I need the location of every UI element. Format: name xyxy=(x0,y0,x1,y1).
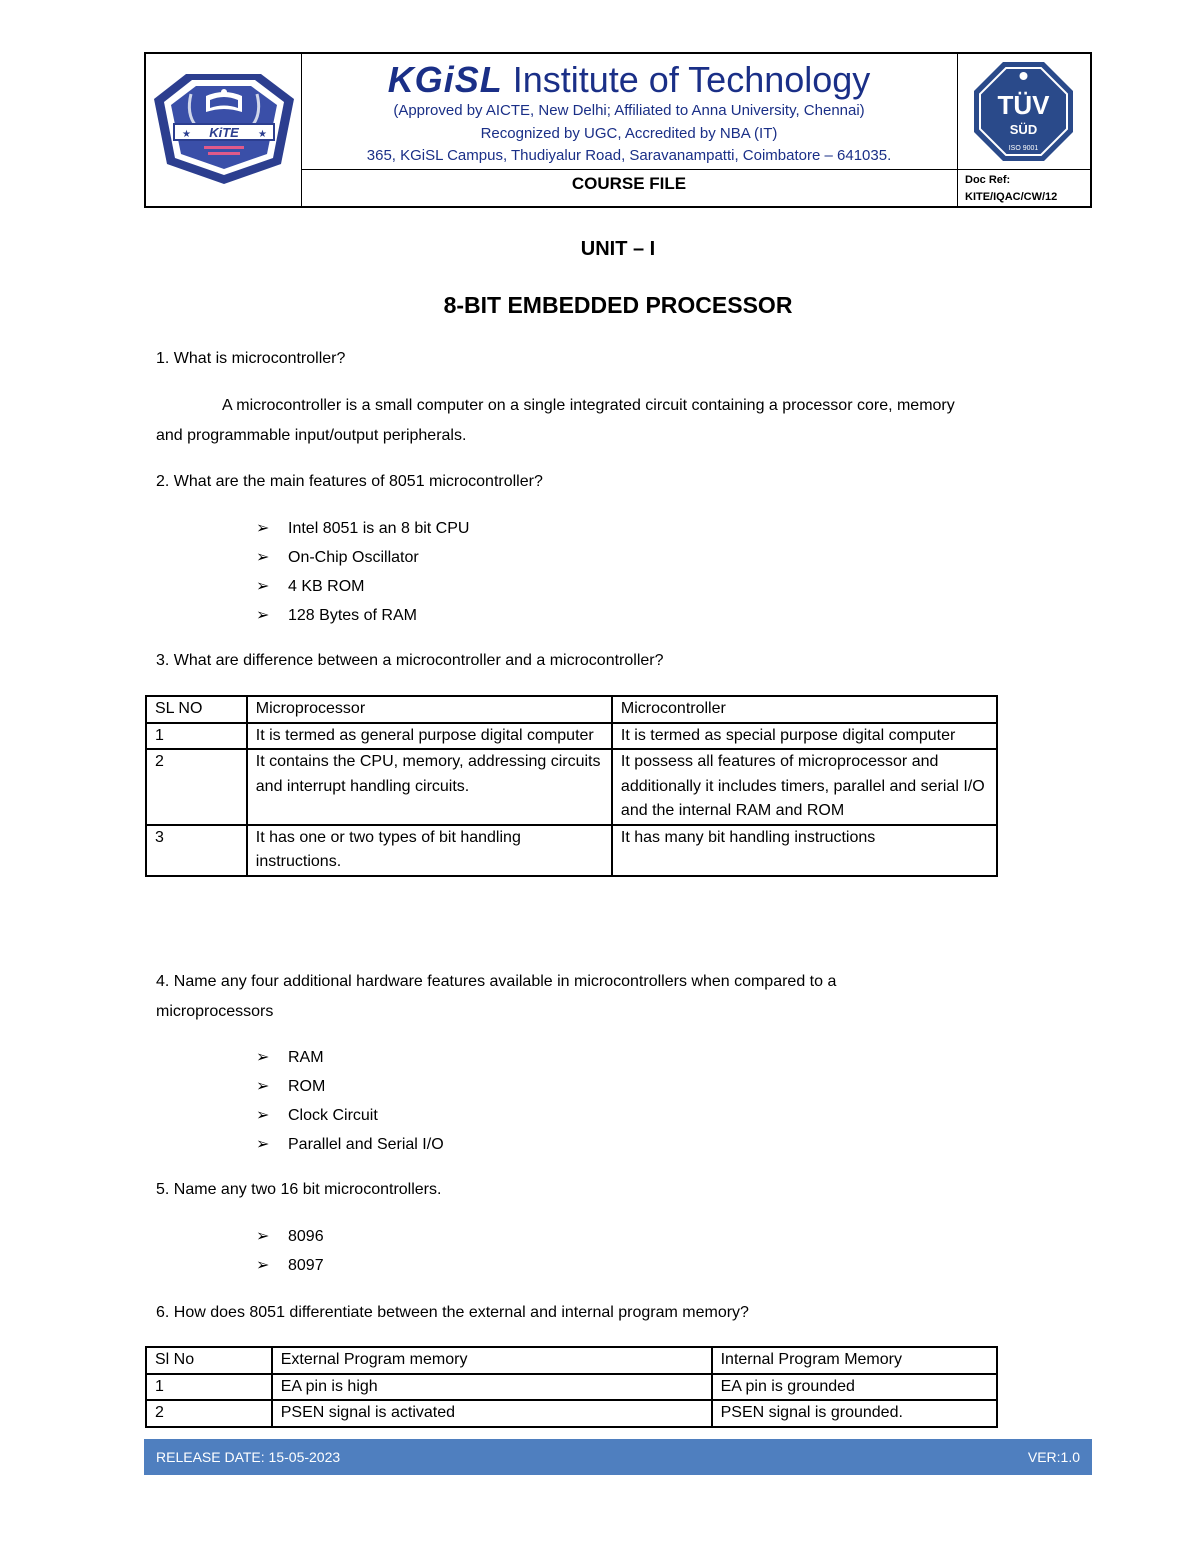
institute-title xyxy=(301,60,957,100)
doc-ref-label: Doc Ref: xyxy=(965,174,1011,186)
q5-list xyxy=(256,1222,324,1280)
brand-name: KGiSL xyxy=(387,59,503,100)
recognition-line: Recognized by UGC, Accredited by NBA (IT) xyxy=(480,124,778,142)
document-footer xyxy=(144,1439,1092,1475)
q4-question-line2: microprocessors xyxy=(156,1003,274,1020)
table-header-cell: Sl No xyxy=(146,1347,272,1374)
tuv-iso-text: ISO 9001 xyxy=(1008,145,1039,152)
arrow-bullet-icon: ➢ xyxy=(256,1257,270,1274)
q1-question: 1. What is microcontroller? xyxy=(156,350,346,367)
table-header-cell: Microprocessor xyxy=(247,696,612,723)
kite-logo-icon xyxy=(146,54,301,206)
release-date: RELEASE DATE: 15-05-2023 xyxy=(156,1449,341,1465)
q4-question xyxy=(156,967,1096,1027)
table-row xyxy=(146,723,997,750)
table-cell: PSEN signal is activated xyxy=(272,1400,712,1427)
arrow-bullet-icon: ➢ xyxy=(256,520,270,537)
list-item: ➢ 8096 xyxy=(256,1222,324,1251)
memory-table xyxy=(145,1346,998,1428)
table-cell: It is termed as general purpose digital computer xyxy=(247,723,612,750)
unit-subtitle: 8-BIT EMBEDDED PROCESSOR xyxy=(443,292,793,318)
document-header xyxy=(144,52,1092,208)
table-row xyxy=(146,749,997,825)
list-item: ➢ Intel 8051 is an 8 bit CPU xyxy=(256,514,469,543)
table-header-row xyxy=(146,696,997,723)
approval-line: (Approved by AICTE, New Delhi; Affiliated to Anna University, Chennai) xyxy=(393,102,865,119)
table-cell: It has many bit handling instructions xyxy=(612,825,997,876)
doc-ref xyxy=(965,172,1057,206)
version-label: VER:1.0 xyxy=(1027,1449,1080,1465)
q2-question: 2. What are the main features of 8051 microcontroller? xyxy=(156,473,543,490)
table-header-cell: External Program memory xyxy=(272,1347,712,1374)
table-cell: PSEN signal is grounded. xyxy=(712,1400,997,1427)
unit-title: UNIT – I xyxy=(580,238,656,260)
list-item: ➢ On-Chip Oscillator xyxy=(256,543,469,572)
kite-logo-text: KiTE xyxy=(209,125,239,140)
arrow-bullet-icon: ➢ xyxy=(256,1078,270,1095)
list-item: ➢ RAM xyxy=(256,1043,444,1072)
tuv-text: TÜV xyxy=(997,90,1050,120)
table-header-cell: Microcontroller xyxy=(612,696,997,723)
table-cell: 3 xyxy=(146,825,247,876)
q4-feature-list xyxy=(256,1043,444,1159)
svg-text:★: ★ xyxy=(258,129,267,140)
arrow-bullet-icon: ➢ xyxy=(256,549,270,566)
table-cell: It possess all features of microprocessor and additionally it includes timers, parallel and serial I/O and the internal RAM and ROM xyxy=(612,749,997,825)
svg-text:★: ★ xyxy=(182,129,191,140)
arrow-bullet-icon: ➢ xyxy=(256,578,270,595)
table-cell: EA pin is high xyxy=(272,1374,712,1401)
comparison-table xyxy=(145,695,998,877)
table-cell: 2 xyxy=(146,1400,272,1427)
q1-answer-line1: A microcontroller is a small computer on a single integrated circuit containing a processor core, memory xyxy=(222,397,955,414)
table-cell: 2 xyxy=(146,749,247,825)
tuv-logo-icon xyxy=(957,54,1090,169)
q1-answer xyxy=(156,391,1096,451)
q4-question-line1: 4. Name any four additional hardware features available in microcontrollers when compared to a xyxy=(156,973,837,990)
list-item: ➢ 128 Bytes of RAM xyxy=(256,601,469,630)
arrow-bullet-icon: ➢ xyxy=(256,1049,270,1066)
list-item: ➢ Parallel and Serial I/O xyxy=(256,1130,444,1159)
list-item: ➢ Clock Circuit xyxy=(256,1101,444,1130)
q2-feature-list xyxy=(256,514,469,630)
tuv-sub-text: SÜD xyxy=(1009,122,1038,137)
kite-logo-cell xyxy=(146,54,302,206)
table-cell: It is termed as special purpose digital computer xyxy=(612,723,997,750)
table-cell: EA pin is grounded xyxy=(712,1374,997,1401)
arrow-bullet-icon: ➢ xyxy=(256,1228,270,1245)
arrow-bullet-icon: ➢ xyxy=(256,1107,270,1124)
list-item: ➢ ROM xyxy=(256,1072,444,1101)
table-row xyxy=(146,1400,997,1427)
list-item: ➢ 4 KB ROM xyxy=(256,572,469,601)
institute-name: Institute of Technology xyxy=(512,59,871,100)
q6-question: 6. How does 8051 differentiate between the external and internal program memory? xyxy=(156,1304,749,1321)
q5-question: 5. Name any two 16 bit microcontrollers. xyxy=(156,1181,442,1198)
table-cell: 1 xyxy=(146,723,247,750)
table-cell: It has one or two types of bit handling instructions. xyxy=(247,825,612,876)
institute-info-cell xyxy=(301,54,958,206)
table-cell: It contains the CPU, memory, addressing circuits and interrupt handling circuits. xyxy=(247,749,612,825)
table-row xyxy=(146,1374,997,1401)
q3-question: 3. What are difference between a microcontroller and a microcontroller? xyxy=(156,652,664,669)
arrow-bullet-icon: ➢ xyxy=(256,607,270,624)
table-cell: 1 xyxy=(146,1374,272,1401)
course-file-label: COURSE FILE xyxy=(571,174,687,193)
q1-answer-line2: and programmable input/output peripherals. xyxy=(156,427,467,444)
table-header-cell: SL NO xyxy=(146,696,247,723)
address-line: 365, KGiSL Campus, Thudiyalur Road, Saravanampatti, Coimbatore – 641035. xyxy=(366,147,892,164)
arrow-bullet-icon: ➢ xyxy=(256,1136,270,1153)
table-row xyxy=(146,825,997,876)
list-item: ➢ 8097 xyxy=(256,1251,324,1280)
table-header-cell: Internal Program Memory xyxy=(712,1347,997,1374)
table-header-row xyxy=(146,1347,997,1374)
certification-cell xyxy=(957,54,1090,206)
doc-ref-value: KITE/IQAC/CW/12 xyxy=(965,191,1058,203)
